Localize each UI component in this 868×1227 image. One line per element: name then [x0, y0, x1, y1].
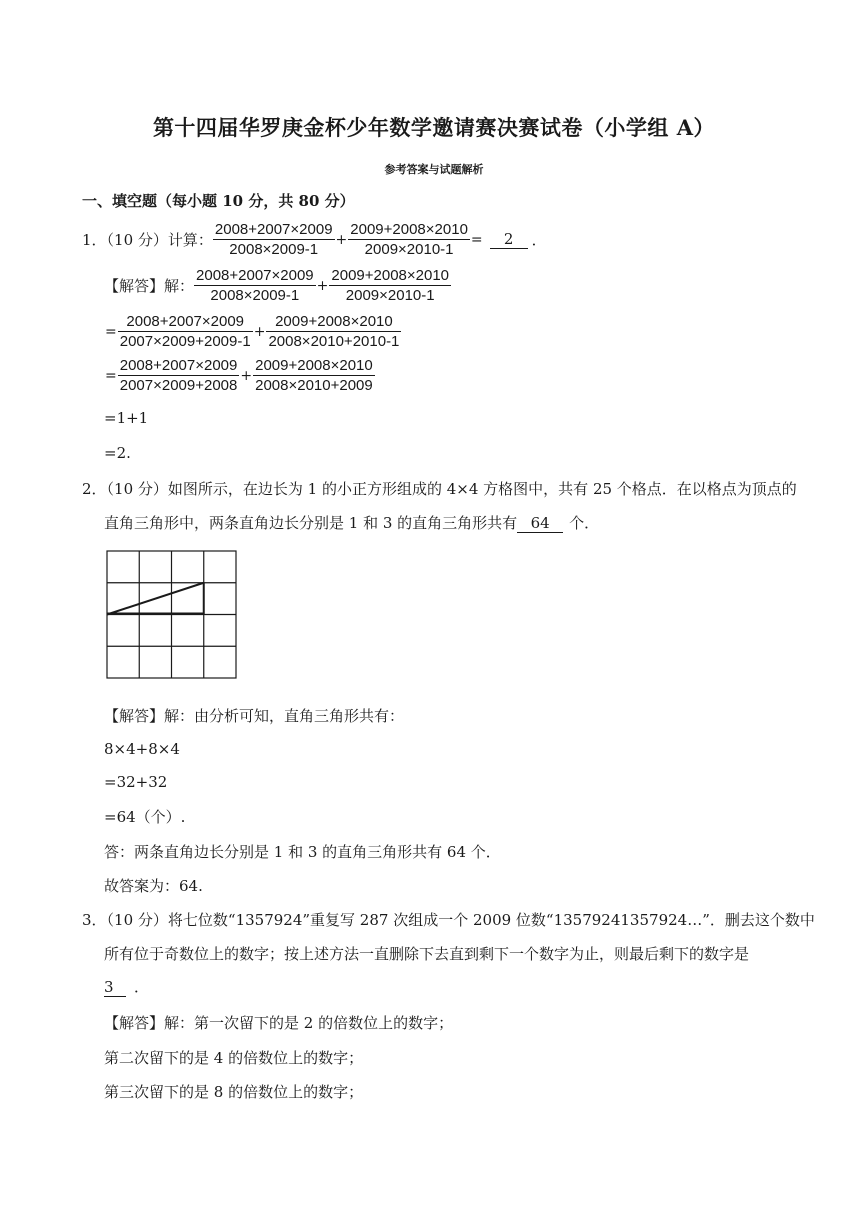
q1-step2-f2-denominator: 2008×2010+2009	[255, 377, 373, 394]
grid-figure	[106, 550, 238, 680]
q1-step-2	[104, 356, 375, 395]
plus-sign: +	[240, 367, 253, 384]
page-subtitle: 参考答案与试题解析	[384, 163, 484, 176]
q1-period: ．	[531, 231, 547, 249]
q1-step2-f1-denominator: 2007×2009+2008	[119, 377, 238, 394]
triangle-hypotenuse	[107, 583, 204, 615]
q2-line-2-end: 个．	[569, 514, 600, 532]
q1-f2-denominator: 2009×2010-1	[364, 241, 454, 258]
plus-sign: +	[253, 323, 266, 340]
q2-answer-blank: 64	[517, 514, 563, 533]
q1-step1-fraction-1	[118, 312, 253, 351]
q3-line-2: 所有位于奇数位上的数字；按上述方法一直删除下去直到剩下一个数字为止，则最后剩下的数字是	[104, 945, 750, 963]
q1-step1-f2-denominator: 2008×2010+2010-1	[268, 333, 400, 350]
q1-f1-numerator: 2008+2007×2009	[214, 221, 333, 238]
q1-step2-fraction-2	[253, 356, 375, 395]
q1-step-3: =1+1	[104, 409, 149, 427]
plus-sign: +	[316, 277, 329, 294]
plus-sign: +	[335, 231, 348, 248]
q1-step-4: =2.	[104, 444, 131, 462]
q1-sol-fraction-2	[329, 266, 451, 305]
section-heading: 一、填空题（每小题 10 分，共 80 分）	[82, 192, 355, 210]
q2-solution-3: =32+32	[104, 773, 168, 791]
q1-fraction-1	[213, 220, 335, 259]
q1-step1-f1-denominator: 2007×2009+2009-1	[119, 333, 251, 350]
q1-step1-fraction-2	[266, 312, 401, 351]
q1-step2-f1-numerator: 2008+2007×2009	[119, 357, 238, 374]
q3-answer-blank: 3	[104, 978, 126, 997]
q2-solution-5: 答：两条直角边长分别是 1 和 3 的直角三角形共有 64 个．	[104, 843, 501, 861]
q1-solution-label: 【解答】解：	[104, 277, 195, 295]
question-1	[82, 220, 547, 259]
q1-fraction-2	[348, 220, 470, 259]
page-title: 第十四届华罗庚金杯少年数学邀请赛决赛试卷（小学组 A）	[152, 115, 716, 140]
q1-step-1	[104, 312, 401, 351]
q1-sol-f1-numerator: 2008+2007×2009	[196, 267, 314, 284]
q1-step2-f2-numerator: 2009+2008×2010	[255, 357, 373, 374]
q3-period: ．	[134, 978, 150, 996]
q2-solution-1: 【解答】解：由分析可知，直角三角形共有：	[104, 707, 405, 725]
q1-step2-fraction-1	[118, 356, 240, 395]
q1-sol-f2-denominator: 2009×2010-1	[345, 287, 435, 304]
q1-sol-fraction-1	[194, 266, 316, 305]
q3-line-1: 3．（10 分）将七位数“1357924”重复写 287 次组成一个 2009 位数“13579241357924…”．删去这个数中	[82, 911, 815, 929]
q2-line-2	[104, 512, 599, 533]
q1-prefix: 1．（10 分）计算：	[82, 231, 213, 249]
q1-sol-f2-numerator: 2009+2008×2010	[331, 267, 450, 284]
q2-solution-6: 故答案为：64.	[104, 877, 203, 895]
q1-sol-f1-denominator: 2008×2009-1	[210, 287, 300, 304]
q3-answer-line	[104, 976, 149, 997]
q1-step1-f2-numerator: 2009+2008×2010	[266, 312, 401, 332]
q1-answer-blank: 2	[490, 230, 528, 249]
q2-line-2-text: 直角三角形中，两条直角边长分别是 1 和 3 的直角三角形共有	[104, 514, 518, 532]
equals-sign: =	[105, 367, 117, 384]
equals-sign: =	[105, 323, 117, 340]
q3-solution-1: 【解答】解：第一次留下的是 2 的倍数位上的数字；	[104, 1014, 454, 1032]
q3-solution-2: 第二次留下的是 4 的倍数位上的数字；	[104, 1049, 364, 1067]
q2-solution-2: 8×4+8×4	[104, 740, 180, 758]
equals-sign: =	[470, 231, 483, 248]
q1-step1-f1-numerator: 2008+2007×2009	[118, 312, 253, 332]
q2-line-1: 2．（10 分）如图所示，在边长为 1 的小正方形组成的 4×4 方格图中，共有 25 个格点．在以格点为顶点的	[82, 480, 797, 498]
q3-solution-3: 第三次留下的是 8 的倍数位上的数字；	[104, 1083, 364, 1101]
q1-f2-numerator: 2009+2008×2010	[350, 221, 468, 238]
q1-f1-denominator: 2008×2009-1	[229, 241, 319, 258]
q1-solution-line	[104, 266, 451, 305]
q2-solution-4: =64（个）.	[104, 808, 186, 826]
